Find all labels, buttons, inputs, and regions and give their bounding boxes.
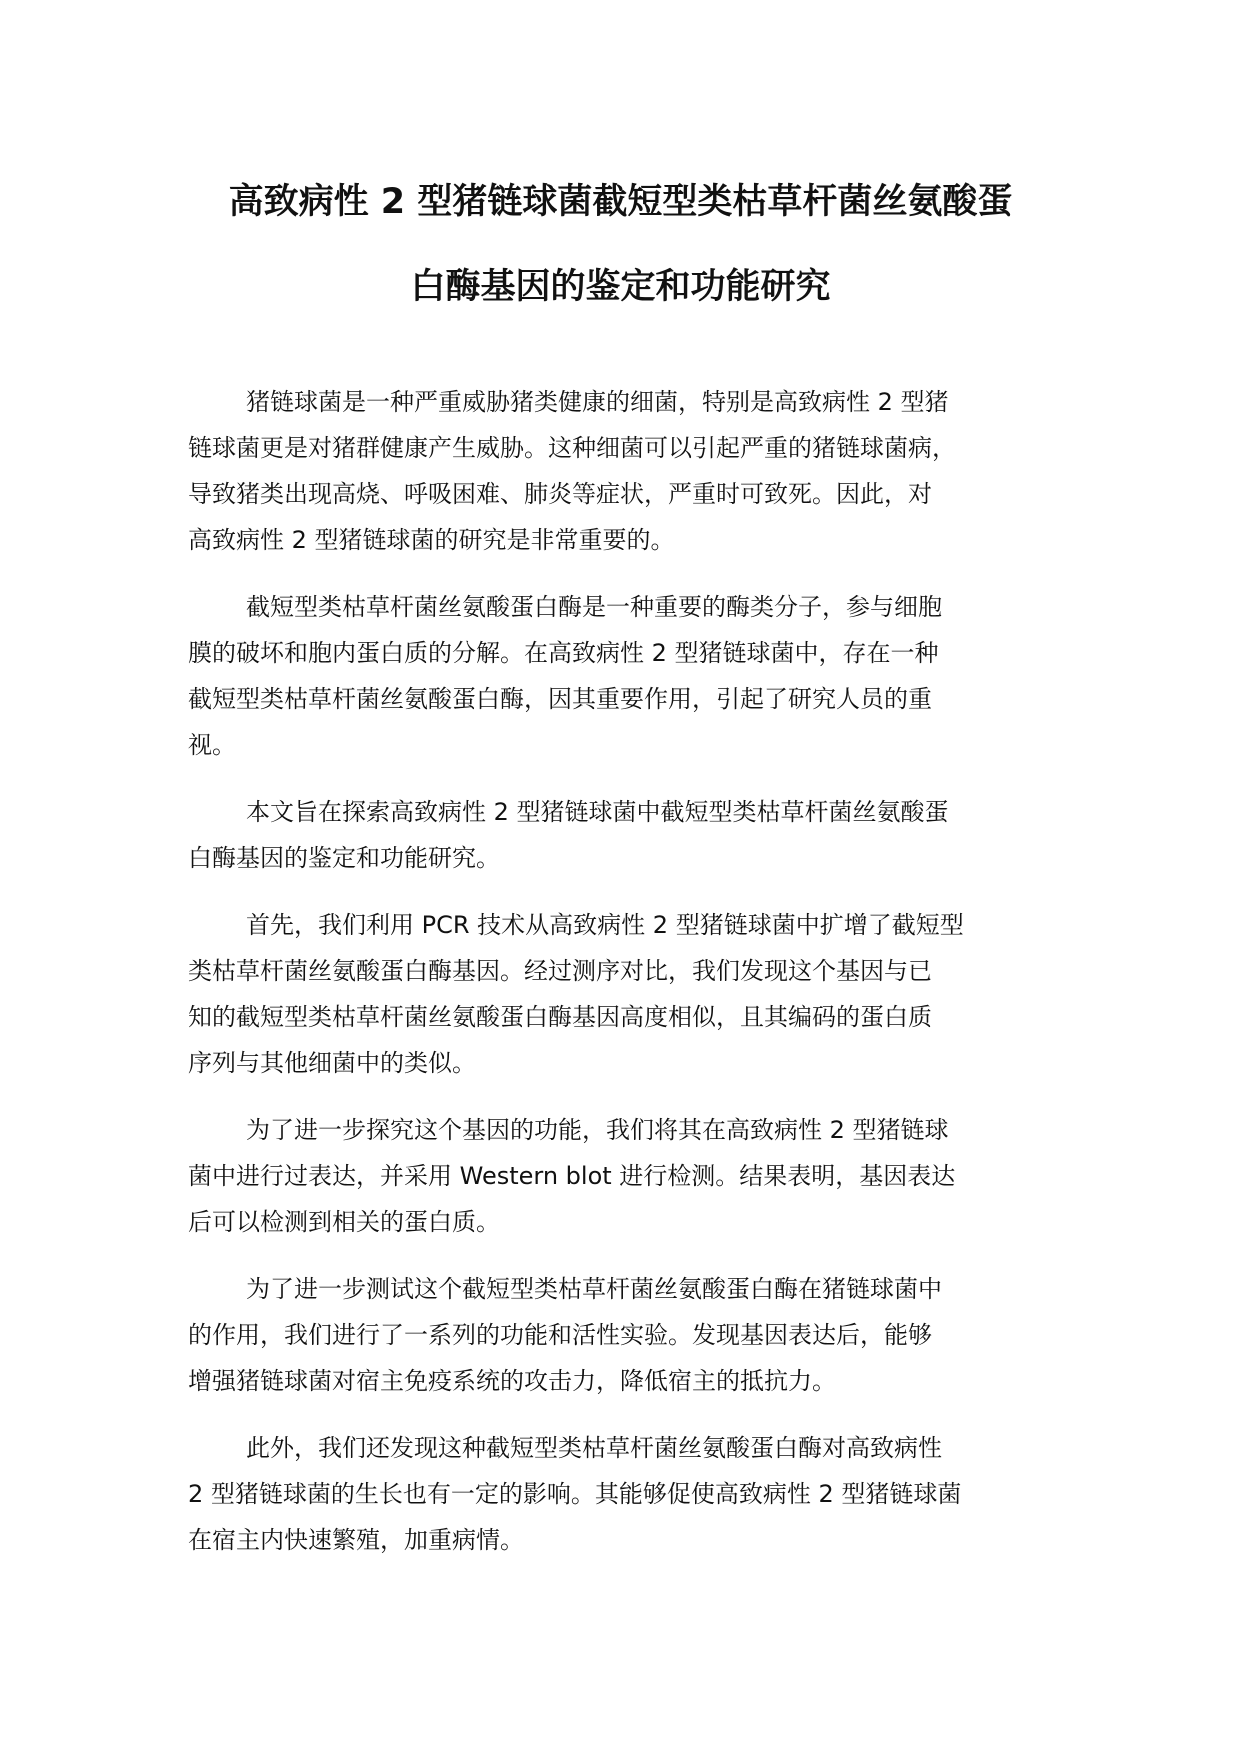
paragraph-line: 膜的破坏和胞内蛋白质的分解。在高致病性 2 型猪链球菌中，存在一种 (188, 639, 939, 667)
paragraph (188, 902, 1078, 1086)
paragraph-line: 视。 (188, 731, 236, 759)
paragraph (188, 1107, 1078, 1245)
document-title-line-1: 高致病性 2 型猪链球菌截短型类枯草杆菌丝氨酸蛋 (228, 182, 1013, 222)
paragraph (188, 379, 1078, 563)
paragraph-line: 为了进一步测试这个截短型类枯草杆菌丝氨酸蛋白酶在猪链球菌中 (246, 1275, 942, 1303)
paragraph (188, 789, 1078, 881)
paragraph-line: 增强猪链球菌对宿主免疫系统的攻击力，降低宿主的抵抗力。 (188, 1367, 836, 1395)
paragraph-line: 本文旨在探索高致病性 2 型猪链球菌中截短型类枯草杆菌丝氨酸蛋 (246, 798, 949, 826)
paragraph-line: 猪链球菌是一种严重威胁猪类健康的细菌，特别是高致病性 2 型猪 (246, 388, 949, 416)
paragraph-line: 此外，我们还发现这种截短型类枯草杆菌丝氨酸蛋白酶对高致病性 (246, 1434, 942, 1462)
paragraph-line: 2 型猪链球菌的生长也有一定的影响。其能够促使高致病性 2 型猪链球菌 (188, 1480, 962, 1508)
paragraph (188, 584, 1078, 768)
paragraph-line: 白酶基因的鉴定和功能研究。 (188, 844, 500, 872)
paragraph (188, 1425, 1078, 1563)
paragraph-line: 首先，我们利用 PCR 技术从高致病性 2 型猪链球菌中扩增了截短型 (246, 911, 964, 939)
paragraph-line: 链球菌更是对猪群健康产生威胁。这种细菌可以引起严重的猪链球菌病， (188, 434, 956, 462)
paragraph-line: 后可以检测到相关的蛋白质。 (188, 1208, 500, 1236)
paragraph-line: 为了进一步探究这个基因的功能，我们将其在高致病性 2 型猪链球 (246, 1116, 949, 1144)
paragraph-line: 菌中进行过表达，并采用 Western blot 进行检测。结果表明，基因表达 (188, 1162, 956, 1190)
document-body (188, 379, 1078, 1584)
paragraph-line: 序列与其他细菌中的类似。 (188, 1049, 476, 1077)
document-title-line-2: 白酶基因的鉴定和功能研究 (410, 267, 831, 307)
paragraph-line: 截短型类枯草杆菌丝氨酸蛋白酶是一种重要的酶类分子，参与细胞 (246, 593, 942, 621)
paragraph (188, 1266, 1078, 1404)
paragraph-line: 类枯草杆菌丝氨酸蛋白酶基因。经过测序对比，我们发现这个基因与已 (188, 957, 932, 985)
paragraph-line: 截短型类枯草杆菌丝氨酸蛋白酶，因其重要作用，引起了研究人员的重 (188, 685, 932, 713)
paragraph-line: 导致猪类出现高烧、呼吸困难、肺炎等症状，严重时可致死。因此，对 (188, 480, 932, 508)
paragraph-line: 在宿主内快速繁殖，加重病情。 (188, 1526, 524, 1554)
paragraph-line: 高致病性 2 型猪链球菌的研究是非常重要的。 (188, 526, 675, 554)
paragraph-line: 的作用，我们进行了一系列的功能和活性实验。发现基因表达后，能够 (188, 1321, 932, 1349)
paragraph-line: 知的截短型类枯草杆菌丝氨酸蛋白酶基因高度相似，且其编码的蛋白质 (188, 1003, 932, 1031)
